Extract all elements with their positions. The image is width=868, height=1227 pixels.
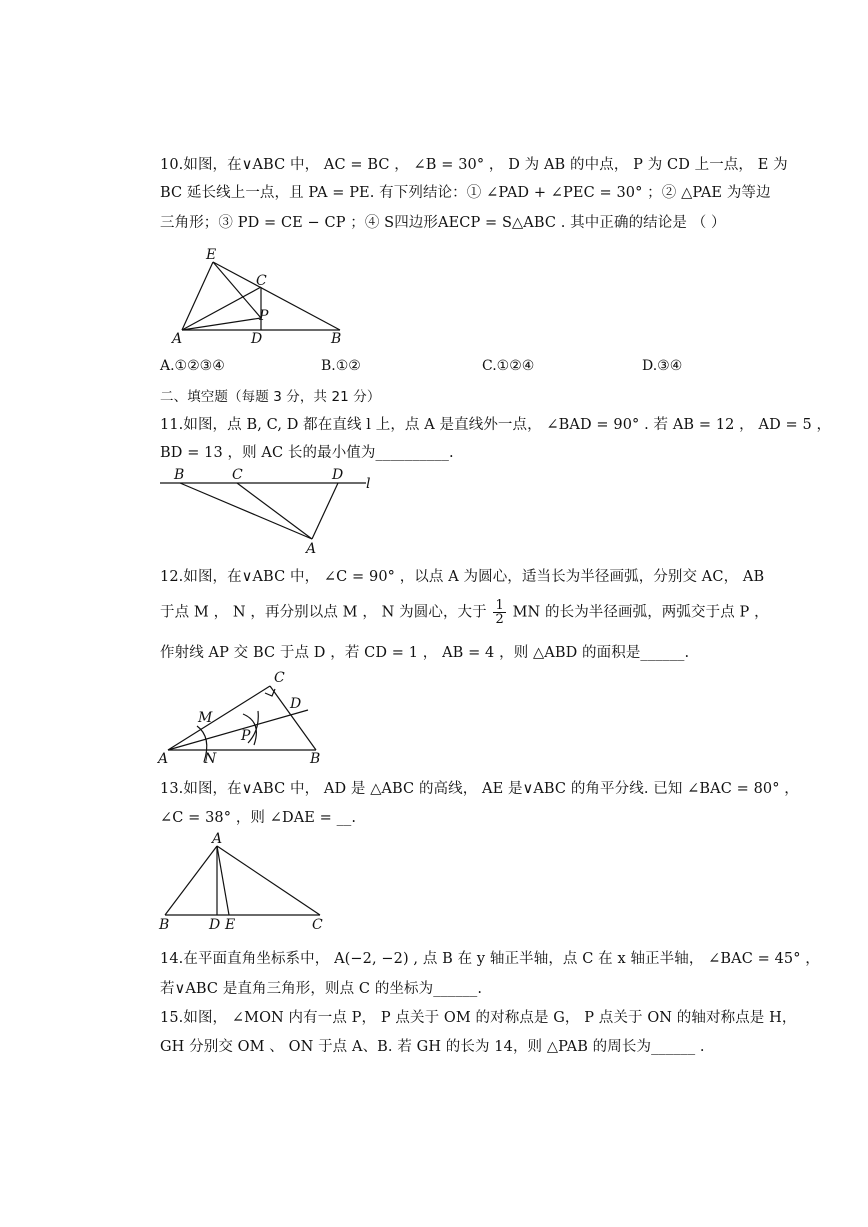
q10-label-c: C bbox=[256, 273, 267, 289]
q12-label-c: C bbox=[274, 670, 285, 686]
q10-option-c: C.①②④ bbox=[482, 358, 535, 374]
q12-label-n: N bbox=[204, 751, 217, 767]
q10-label-p: P bbox=[259, 308, 269, 324]
q10-text-line1: 10.如图，在∨ABC 中， AC = BC ， ∠B = 30° ， D 为 AB 的中点， P 为 CD 上一点， E 为 bbox=[160, 157, 788, 173]
q15-text-line1: 15.如图， ∠MON 内有一点 P， P 点关于 OM 的对称点是 G， P 点关于 ON 的轴对称点是 H， bbox=[160, 1010, 797, 1026]
q10-label-b: B bbox=[331, 331, 342, 347]
q13-label-e: E bbox=[225, 917, 236, 933]
q11-label-d: D bbox=[332, 467, 344, 483]
q13-segment-ac bbox=[217, 846, 320, 915]
q10-label-d: D bbox=[251, 331, 263, 347]
q10-option-b: B.①② bbox=[321, 358, 361, 374]
q11-label-b: B bbox=[174, 467, 185, 483]
q13-text-line2: ∠C = 38° ，则 ∠DAE = __. bbox=[160, 810, 357, 826]
q11-label-c: C bbox=[232, 467, 243, 483]
q12-text-line2-pre: 于点 M ， N ，再分别以点 M ， N 为圆心，大于 bbox=[160, 604, 487, 621]
q10-text-line2: BC 延长线上一点，且 PA = PE. 有下列结论：① ∠PAD + ∠PEC = 30° ；② △PAE 为等边 bbox=[160, 185, 771, 201]
q13-segment-ae bbox=[217, 846, 229, 915]
q13-label-c: C bbox=[312, 917, 323, 933]
q12-label-b: B bbox=[310, 751, 321, 767]
q11-label-a: A bbox=[306, 541, 317, 557]
q13-text-line1: 13.如图，在∨ABC 中， AD 是 △ABC 的高线， AE 是∨ABC 的角平分线. 已知 ∠BAC = 80° ， bbox=[160, 781, 799, 797]
q12-fraction-numerator: 1 bbox=[495, 598, 504, 613]
q12-text-line2-post: MN 的长为半径画弧，两弧交于点 P ， bbox=[512, 604, 769, 621]
q12-label-a: A bbox=[158, 751, 169, 767]
q15-text-line2: GH 分别交 OM 、 ON 于点 A、B. 若 GH 的长为 14，则 △PAB 的周长为______ . bbox=[160, 1039, 705, 1055]
q11-label-l: l bbox=[366, 476, 371, 492]
q13-label-b: B bbox=[159, 917, 170, 933]
q13-label-d: D bbox=[209, 917, 221, 933]
q11-text-line1: 11.如图，点 B, C, D 都在直线 l 上，点 A 是直线外一点， ∠BAD = 90° . 若 AB = 12 ， AD = 5 ， bbox=[160, 417, 832, 433]
q13-segment-ab bbox=[165, 846, 217, 915]
q10-label-e: E bbox=[206, 247, 217, 263]
section2-title: 二、填空题（每题 3 分，共 21 分） bbox=[160, 389, 381, 405]
q12-fraction-denominator: 2 bbox=[495, 612, 504, 627]
q12-label-d: D bbox=[290, 696, 302, 712]
q12-label-m: M bbox=[198, 710, 213, 726]
q10-label-a: A bbox=[172, 331, 183, 347]
q12-label-p: P bbox=[241, 728, 251, 744]
q14-text-line2: 若∨ABC 是直角三角形，则点 C 的坐标为______. bbox=[160, 981, 483, 997]
q10-option-a: A.①②③④ bbox=[160, 358, 225, 374]
q13-label-a: A bbox=[212, 831, 223, 847]
q11-text-line2: BD = 13 ，则 AC 长的最小值为__________. bbox=[160, 445, 454, 461]
q12-text-line3: 作射线 AP 交 BC 于点 D ，若 CD = 1 ， AB = 4 ，则 △ABD 的面积是______. bbox=[160, 645, 690, 661]
q10-option-d: D.③④ bbox=[642, 358, 683, 374]
q12-text-line1: 12.如图，在∨ABC 中， ∠C = 90° ，以点 A 为圆心，适当长为半径画弧，分别交 AC， AB bbox=[160, 569, 765, 585]
q10-text-line3: 三角形；③ PD = CE − CP ；④ S四边形AECP = S△ABC . 其中正确的结论是 （ ） bbox=[160, 215, 726, 231]
q14-text-line1: 14.在平面直角坐标系中， A(−2, −2) , 点 B 在 y 轴正半轴，点 C 在 x 轴正半轴， ∠BAC = 45° ， bbox=[160, 951, 820, 967]
